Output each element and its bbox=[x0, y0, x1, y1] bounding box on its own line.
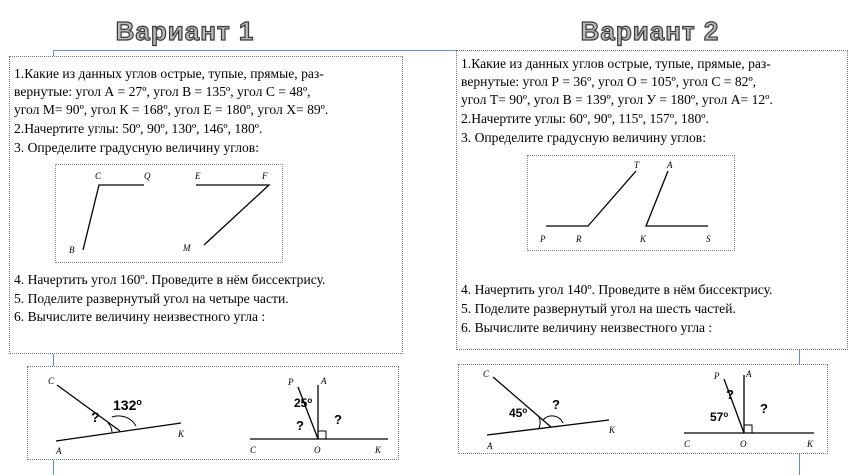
fig2-label-o: O bbox=[740, 439, 747, 449]
fig2-label-k: K bbox=[375, 445, 382, 455]
fig2-label-a: A bbox=[746, 369, 752, 379]
fig2-label-p: P bbox=[714, 371, 720, 381]
fig2-unknown2: ? bbox=[760, 401, 768, 416]
fig2-label-k: K bbox=[807, 439, 814, 449]
label-s: S bbox=[706, 234, 711, 244]
fig2-right-angle bbox=[318, 431, 326, 439]
fig1-ray-c bbox=[57, 385, 120, 431]
v1-q1-line1: 1.Какие из данных углов острые, тупые, прямые, раз- bbox=[14, 66, 324, 81]
fig2-right-angle bbox=[744, 425, 752, 433]
v1-fig2 bbox=[238, 367, 398, 459]
fig2-unknown1: ? bbox=[296, 418, 304, 433]
variant2-figures-panel bbox=[458, 364, 828, 454]
fig1-label-k: K bbox=[609, 425, 616, 435]
fig1-label-a: A bbox=[56, 446, 62, 456]
fig1-line-ak bbox=[487, 420, 609, 435]
fig2-label-p: P bbox=[288, 377, 294, 387]
v1-fig1 bbox=[28, 367, 208, 459]
label-k: K bbox=[640, 234, 647, 244]
v2-q4: 4. Начертить угол 140º. Проведите в нём биссектрису. bbox=[461, 282, 773, 297]
fig1-label-k: K bbox=[178, 429, 185, 439]
v2-q2: 2.Начертите углы: 60º, 90º, 115º, 157º, 180º. bbox=[461, 111, 709, 126]
v2-q3: 3. Определите градусную величину углов: bbox=[461, 130, 706, 145]
v2-angles-figure bbox=[527, 155, 735, 251]
label-f: F bbox=[262, 171, 268, 181]
label-q: Q bbox=[144, 171, 151, 181]
fig2-unknown2: ? bbox=[334, 412, 342, 427]
fig1-angle-value: $45^о$ bbox=[509, 406, 528, 420]
label-a: A bbox=[667, 160, 673, 170]
v2-q1-line3: угол Т= 90º, угол В = 139º, угол У = 180º, угол А= 12º. bbox=[461, 92, 773, 107]
variant1-figures-panel bbox=[27, 366, 399, 460]
fig1-unknown: ? bbox=[552, 397, 560, 412]
label-r: R bbox=[576, 234, 582, 244]
fig2-unknown1: ? bbox=[726, 387, 734, 402]
fig2-label-o: O bbox=[314, 445, 321, 455]
fig1-angle-value: $132^о$ bbox=[113, 397, 142, 413]
angle-ks-lines bbox=[646, 171, 708, 226]
variant2-tasks-panel bbox=[456, 50, 848, 350]
v1-q1-line2: вернутые: угол А = 27º, угол В = 135º, угол С = 48º, bbox=[14, 84, 311, 99]
label-p: P bbox=[540, 234, 546, 244]
v1-q2: 2.Начертите углы: 50º, 90º, 130º, 146º, 180º. bbox=[14, 121, 263, 136]
variant1-tasks-panel bbox=[9, 56, 403, 354]
v2-q5: 5. Поделите развернутый угол на шесть частей. bbox=[461, 301, 736, 316]
fig1-arc-small bbox=[539, 417, 540, 428]
v2-q1-line2: вернутые: угол Р = 36º, угол О = 105º, угол С = 82º, bbox=[461, 74, 757, 89]
fig1-label-c: C bbox=[483, 369, 490, 379]
v1-q1-line3: угол М= 90º, угол К = 168º, угол Е = 180º, угол Х= 89º. bbox=[14, 102, 329, 117]
fig2-label-c: C bbox=[250, 445, 257, 455]
fig2-label-a: A bbox=[321, 376, 327, 386]
fig1-label-c: C bbox=[48, 376, 55, 386]
fig2-label-c: C bbox=[684, 439, 691, 449]
v1-angles-figure bbox=[55, 164, 283, 263]
label-e: E bbox=[195, 171, 201, 181]
v2-fig1 bbox=[459, 365, 639, 453]
v2-fig2 bbox=[664, 365, 832, 453]
fig2-angle-value: $25^о$ bbox=[294, 396, 313, 410]
angle-cq-lines bbox=[83, 185, 144, 250]
variant1-title: Вариант 1 bbox=[115, 16, 255, 46]
angle-prt-lines bbox=[546, 171, 636, 226]
label-b: B bbox=[69, 245, 75, 255]
label-m: M bbox=[183, 243, 191, 253]
fig1-line-ak bbox=[56, 423, 181, 441]
v2-q6: 6. Вычислите величину неизвестного угла : bbox=[461, 320, 713, 335]
fig1-arc-large bbox=[112, 416, 136, 426]
angle-fm-lines bbox=[196, 185, 269, 245]
fig1-unknown: ? bbox=[91, 409, 100, 425]
v2-q1-line1: 1.Какие из данных углов острые, тупые, прямые, раз- bbox=[461, 56, 771, 71]
v1-q4: 4. Начертить угол 160º. Проведите в нём биссектрису. bbox=[14, 272, 326, 287]
fig2-angle-value: $57^о$ bbox=[710, 410, 729, 424]
fig1-label-a: A bbox=[487, 441, 493, 451]
label-t: T bbox=[634, 160, 640, 170]
v1-q6: 6. Вычислите величину неизвестного угла : bbox=[14, 309, 266, 324]
label-c: C bbox=[95, 171, 102, 181]
variant2-title: Вариант 2 bbox=[580, 16, 720, 46]
v1-q5: 5. Поделите развернутый угол на четыре части. bbox=[14, 291, 289, 306]
v1-q3: 3. Определите градусную величину углов: bbox=[14, 140, 259, 155]
